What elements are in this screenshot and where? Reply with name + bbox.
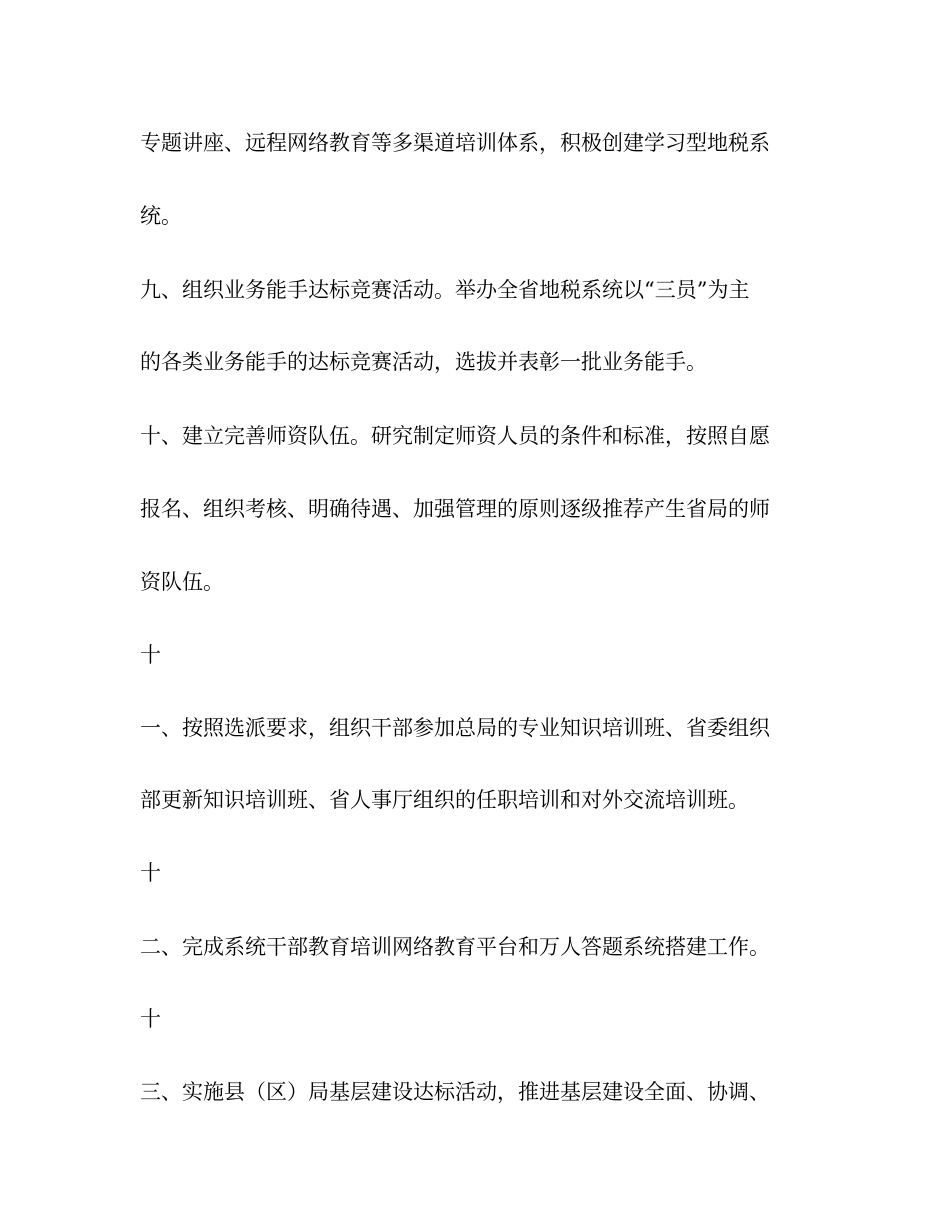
text-line: 十	[140, 643, 161, 667]
text-line: 部更新知识培训班、省人事厅组织的任职培训和对外交流培训班。	[140, 788, 749, 812]
text-line: 资队伍。	[140, 570, 224, 594]
text-line: 十、建立完善师资队伍。研究制定师资人员的条件和标准，按照自愿	[140, 424, 770, 448]
text-line: 报名、组织考核、明确待遇、加强管理的原则逐级推荐产生省局的师	[140, 497, 770, 521]
text-line: 一、按照选派要求，组织干部参加总局的专业知识培训班、省委组织	[140, 716, 770, 740]
text-line: 十	[140, 1007, 161, 1031]
text-line: 统。	[140, 204, 182, 228]
text-line: 九、组织业务能手达标竞赛活动。举办全省地税系统以“三员”为主	[140, 278, 750, 302]
text-line: 的各类业务能手的达标竞赛活动，选拔并表彰一批业务能手。	[140, 350, 707, 374]
text-line: 专题讲座、远程网络教育等多渠道培训体系，积极创建学习型地税系	[140, 131, 770, 155]
text-line: 十	[140, 861, 161, 885]
text-line: 二、完成系统干部教育培训网络教育平台和万人答题系统搭建工作。	[140, 935, 770, 959]
text-line: 三、实施县（区）局基层建设达标活动，推进基层建设全面、协调、	[140, 1080, 770, 1104]
